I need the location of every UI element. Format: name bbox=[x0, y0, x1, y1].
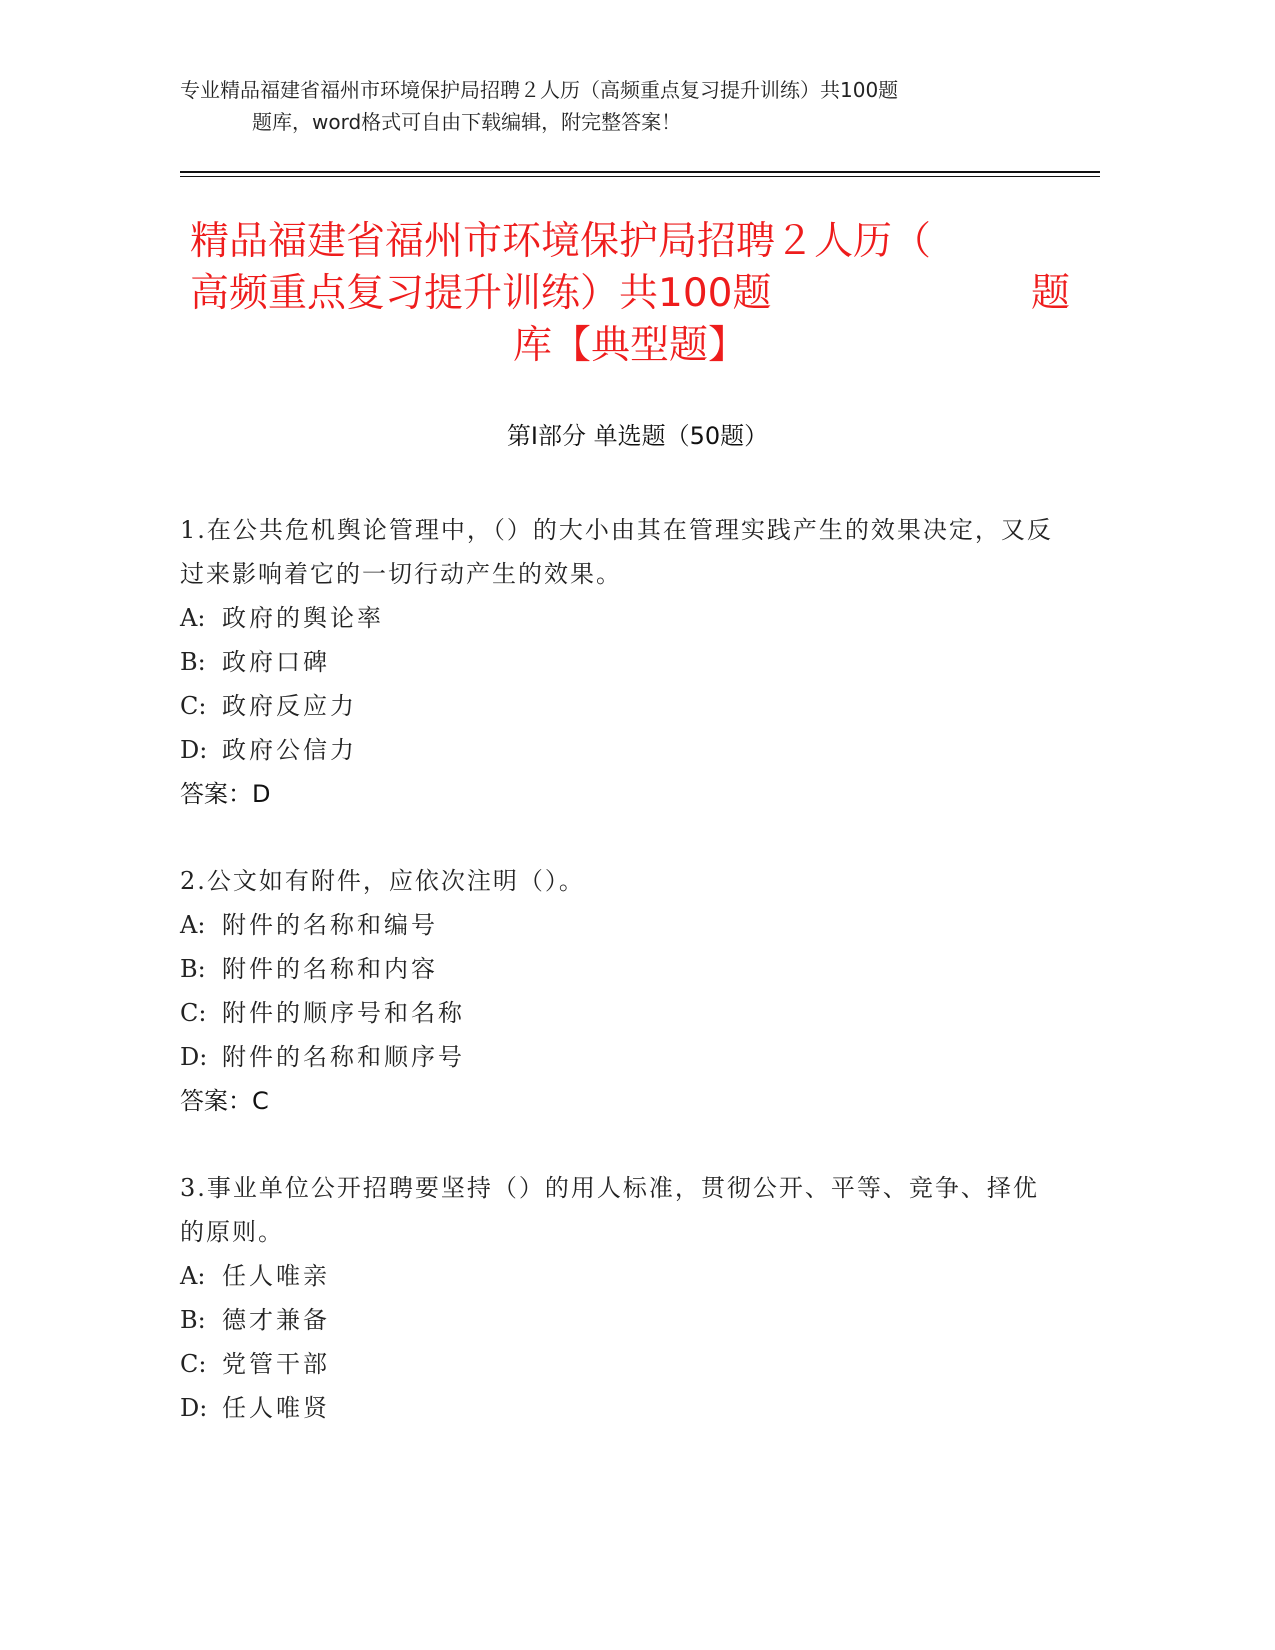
title-line-2-left: 高频重点复习提升训练）共100题 bbox=[190, 271, 772, 316]
question-spacer bbox=[180, 1123, 1060, 1166]
question-stem: 1.在公共危机舆论管理中，（）的大小由其在管理实践产生的效果决定，又反过来影响着它的一切行动产生的效果。 bbox=[180, 516, 1053, 588]
title-line-2 bbox=[190, 268, 1070, 320]
header-line-1: 专业精品福建省福州市环境保护局招聘２人历（高频重点复习提升训练）共100题 bbox=[180, 78, 899, 102]
option-key: B: bbox=[180, 648, 206, 676]
header-divider-thick bbox=[180, 171, 1100, 173]
option-key: C: bbox=[180, 999, 207, 1027]
option-key: C: bbox=[180, 1350, 207, 1378]
option-d bbox=[180, 1035, 1060, 1079]
question-stem: 3.事业单位公开招聘要坚持（）的用人标准，贯彻公开、平等、竞争、择优的原则。 bbox=[180, 1174, 1039, 1246]
option-text: 政府公信力 bbox=[222, 736, 357, 764]
option-key: D: bbox=[180, 1043, 208, 1071]
question-list bbox=[180, 508, 1060, 1430]
option-b bbox=[180, 947, 1060, 991]
option-c bbox=[180, 1342, 1060, 1386]
title-line-2-right: 题 bbox=[1030, 271, 1070, 316]
answer: 答案：C bbox=[180, 1087, 269, 1115]
option-text: 附件的名称和内容 bbox=[222, 955, 438, 983]
title-line-1: 精品福建省福州市环境保护局招聘２人历（ bbox=[190, 219, 932, 264]
question-2 bbox=[180, 859, 1060, 1123]
option-b bbox=[180, 1298, 1060, 1342]
title-line-3: 库【典型题】 bbox=[512, 323, 747, 368]
option-key: A: bbox=[180, 911, 206, 939]
option-key: B: bbox=[180, 955, 206, 983]
option-text: 政府反应力 bbox=[222, 692, 357, 720]
question-1 bbox=[180, 508, 1060, 816]
document-title bbox=[190, 216, 1070, 372]
option-key: B: bbox=[180, 1306, 206, 1334]
header-line-2: 题库，word格式可自由下载编辑，附完整答案！ bbox=[252, 110, 682, 134]
header-divider-thin bbox=[180, 176, 1100, 177]
option-d bbox=[180, 1386, 1060, 1430]
option-text: 任人唯亲 bbox=[222, 1262, 330, 1290]
option-text: 任人唯贤 bbox=[222, 1394, 330, 1422]
section-title: 第Ⅰ部分 单选题（50题） bbox=[506, 422, 769, 450]
option-d bbox=[180, 728, 1060, 772]
option-text: 政府口碑 bbox=[222, 648, 330, 676]
option-key: A: bbox=[180, 1262, 206, 1290]
option-key: D: bbox=[180, 736, 208, 764]
option-key: C: bbox=[180, 692, 207, 720]
option-c bbox=[180, 991, 1060, 1035]
page-header bbox=[180, 74, 1060, 138]
option-text: 附件的名称和顺序号 bbox=[222, 1043, 465, 1071]
option-text: 政府的舆论率 bbox=[222, 604, 384, 632]
option-c bbox=[180, 684, 1060, 728]
option-key: D: bbox=[180, 1394, 208, 1422]
option-text: 德才兼备 bbox=[222, 1306, 330, 1334]
option-text: 附件的顺序号和名称 bbox=[222, 999, 465, 1027]
question-3 bbox=[180, 1166, 1060, 1430]
question-stem: 2.公文如有附件，应依次注明（）。 bbox=[180, 867, 585, 895]
option-text: 党管干部 bbox=[222, 1350, 330, 1378]
option-b bbox=[180, 640, 1060, 684]
option-text: 附件的名称和编号 bbox=[222, 911, 438, 939]
option-a bbox=[180, 1254, 1060, 1298]
question-spacer bbox=[180, 816, 1060, 859]
option-key: A: bbox=[180, 604, 206, 632]
option-a bbox=[180, 903, 1060, 947]
answer: 答案：D bbox=[180, 780, 271, 808]
option-a bbox=[180, 596, 1060, 640]
